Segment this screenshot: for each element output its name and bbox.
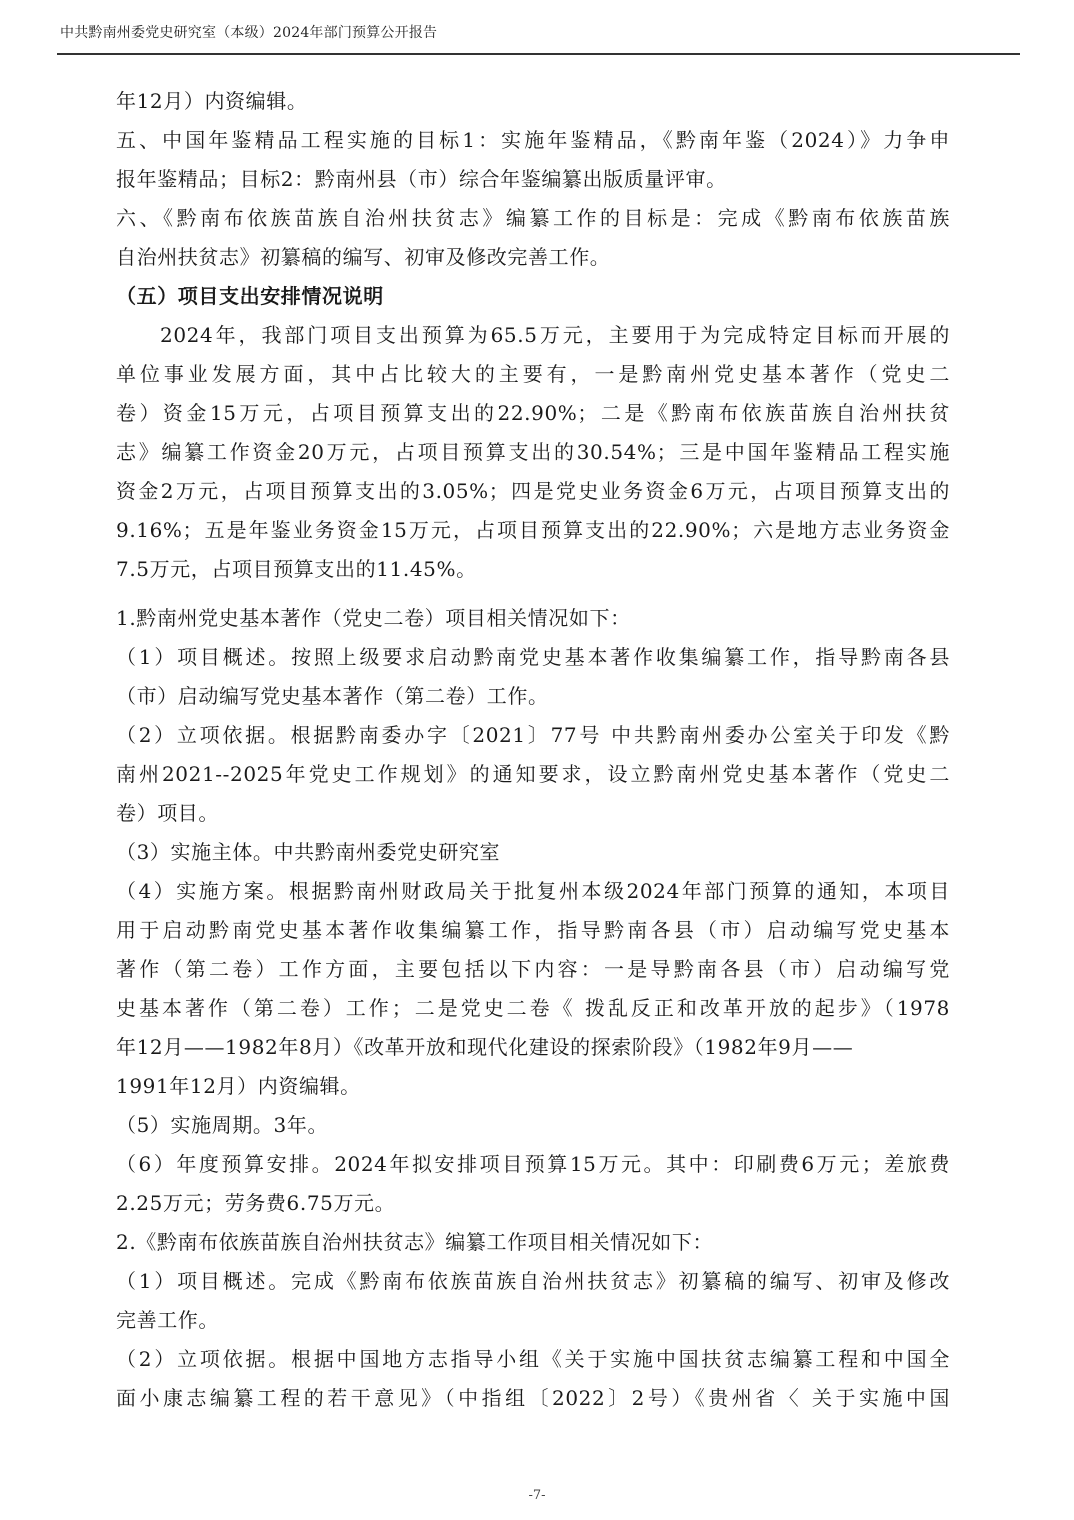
paragraph-line: 志》编纂工作资金20万元，占项目预算支出的30.54%；三是中国年鉴精品工程实施 bbox=[116, 440, 950, 464]
paragraph-line: 五、中国年鉴精品工程实施的目标1：实施年鉴精品，《黔南年鉴（2024）》力争申 bbox=[116, 128, 950, 152]
paragraph-line: 史基本著作（第二卷）工作；二是党史二卷《 拨乱反正和改革开放的起步》（1978 bbox=[116, 996, 950, 1020]
paragraph-line: 自治州扶贫志》初纂稿的编写、初审及修改完善工作。 bbox=[116, 245, 611, 269]
paragraph-line: 卷）项目。 bbox=[116, 801, 219, 825]
subsection-heading: 1.黔南州党史基本著作（党史二卷）项目相关情况如下： bbox=[116, 606, 631, 630]
section-heading: （五）项目支出安排情况说明 bbox=[116, 284, 384, 308]
paragraph-line: 著作（第二卷）工作方面，主要包括以下内容：一是导黔南各县（市）启动编写党 bbox=[116, 957, 950, 981]
paragraph-line: （市）启动编写党史基本著作（第二卷）工作。 bbox=[116, 684, 549, 708]
paragraph-line: 完善工作。 bbox=[116, 1308, 219, 1332]
paragraph-line: 南州2021--2025年党史工作规划》的通知要求，设立黔南州党史基本著作（党史二 bbox=[116, 762, 950, 786]
paragraph-line: （4）实施方案。根据黔南州财政局关于批复州本级2024年部门预算的通知，本项目 bbox=[116, 879, 950, 903]
paragraph-line: 1991年12月）内资编辑。 bbox=[116, 1074, 361, 1098]
paragraph-line: 年12月）内资编辑。 bbox=[116, 89, 308, 113]
paragraph-line: （2）立项依据。根据黔南委办字〔2021〕77号 中共黔南州委办公室关于印发《黔 bbox=[116, 723, 950, 747]
paragraph-line: 2024年，我部门项目支出预算为65.5万元，主要用于为完成特定目标而开展的 bbox=[160, 323, 950, 347]
paragraph-gap bbox=[116, 589, 950, 599]
paragraph-line: 六、《黔南布依族苗族自治州扶贫志》编纂工作的目标是：完成《黔南布依族苗族 bbox=[116, 206, 950, 230]
paragraph-line: （5）实施周期。3年。 bbox=[116, 1113, 329, 1137]
paragraph-line: 用于启动黔南党史基本著作收集编纂工作，指导黔南各县（市）启动编写党史基本 bbox=[116, 918, 950, 942]
page-number: -7- bbox=[528, 1488, 546, 1503]
paragraph-line: （2）立项依据。根据中国地方志指导小组《关于实施中国扶贫志编纂工程和中国全 bbox=[116, 1347, 950, 1371]
paragraph-line: 7.5万元，占项目预算支出的11.45%。 bbox=[116, 557, 477, 581]
paragraph-line: （6）年度预算安排。2024年拟安排项目预算15万元。其中：印刷费6万元；差旅费 bbox=[116, 1152, 950, 1176]
document-body bbox=[116, 82, 950, 1418]
paragraph-line: （3）实施主体。中共黔南州委党史研究室 bbox=[116, 840, 501, 864]
paragraph-line: （1）项目概述。完成《黔南布依族苗族自治州扶贫志》初纂稿的编写、初审及修改 bbox=[116, 1269, 950, 1293]
paragraph-line: 9.16%；五是年鉴业务资金15万元，占项目预算支出的22.90%；六是地方志业务资金 bbox=[116, 518, 950, 542]
header-divider bbox=[57, 53, 1020, 55]
paragraph-line: 报年鉴精品；目标2：黔南州县（市）综合年鉴编纂出版质量评审。 bbox=[116, 167, 727, 191]
paragraph-line: 单位事业发展方面，其中占比较大的主要有，一是黔南州党史基本著作（党史二 bbox=[116, 362, 950, 386]
paragraph-line: 资金2万元，占项目预算支出的3.05%；四是党史业务资金6万元，占项目预算支出的 bbox=[116, 479, 950, 503]
paragraph-line: 面小康志编纂工程的若干意见》（中指组〔2022〕2号）《贵州省〈 关于实施中国 bbox=[116, 1386, 950, 1410]
paragraph-line: （1）项目概述。按照上级要求启动黔南党史基本著作收集编纂工作，指导黔南各县 bbox=[116, 645, 950, 669]
paragraph-line: 年12月——1982年8月）《改革开放和现代化建设的探索阶段》（1982年9月—— bbox=[116, 1035, 854, 1059]
page-header: 中共黔南州委党史研究室（本级）2024年部门预算公开报告 bbox=[60, 25, 438, 41]
subsection-heading: 2.《黔南布依族苗族自治州扶贫志》编纂工作项目相关情况如下： bbox=[116, 1230, 714, 1254]
paragraph-line: 2.25万元；劳务费6.75万元。 bbox=[116, 1191, 396, 1215]
paragraph-line: 卷）资金15万元，占项目预算支出的22.90%；二是《黔南布依族苗族自治州扶贫 bbox=[116, 401, 950, 425]
